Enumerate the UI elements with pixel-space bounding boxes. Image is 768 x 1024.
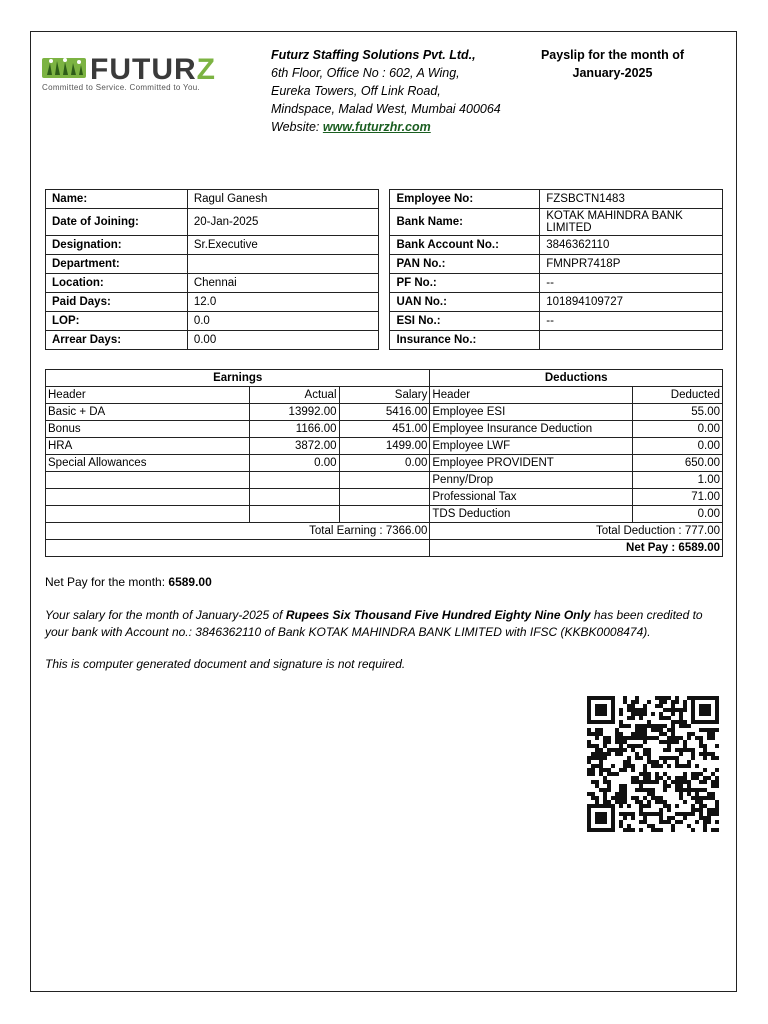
- employee-info-table: [45, 189, 723, 350]
- earning-header: [46, 472, 250, 489]
- deduction-header: Employee ESI: [430, 404, 633, 421]
- deduction-amount: 0.00: [633, 438, 723, 455]
- earning-actual: [249, 506, 339, 523]
- earning-salary: 1499.00: [339, 438, 430, 455]
- info-value: Sr.Executive: [187, 236, 378, 255]
- earning-header: Basic + DA: [46, 404, 250, 421]
- deduction-amount: 650.00: [633, 455, 723, 472]
- earning-salary: 451.00: [339, 421, 430, 438]
- logo-tagline: Committed to Service. Committed to You.: [42, 83, 200, 92]
- info-value: --: [540, 312, 723, 331]
- info-row: [46, 293, 723, 312]
- company-name: Futurz Staffing Solutions Pvt. Ltd.,: [271, 48, 476, 62]
- info-value: KOTAK MAHINDRA BANK LIMITED: [540, 209, 723, 236]
- info-value: 101894109727: [540, 293, 723, 312]
- blank-cell: [46, 540, 430, 557]
- earning-actual: [249, 472, 339, 489]
- earning-header: [46, 506, 250, 523]
- earnings-deductions-section: [45, 369, 723, 557]
- info-label: Paid Days:: [46, 293, 188, 312]
- info-label: Designation:: [46, 236, 188, 255]
- info-label: PAN No.:: [390, 255, 540, 274]
- net-pay-value: 6589.00: [168, 575, 212, 589]
- info-row: [46, 255, 723, 274]
- info-row: [46, 274, 723, 293]
- earning-actual: 1166.00: [249, 421, 339, 438]
- deduction-header: TDS Deduction: [430, 506, 633, 523]
- net-pay-line: Net Pay for the month: 6589.00: [45, 575, 212, 589]
- table-row: [46, 506, 723, 523]
- info-gap: [378, 190, 390, 209]
- website-line: Website: www.futurzhr.com: [271, 120, 431, 134]
- earning-header: [46, 489, 250, 506]
- address-line: 6th Floor, Office No : 602, A Wing,: [271, 66, 460, 80]
- info-gap: [378, 312, 390, 331]
- amount-in-words: Rupees Six Thousand Five Hundred Eighty Nine Only: [285, 608, 591, 622]
- earnings-col-header: Header: [46, 387, 250, 404]
- table-row: [46, 421, 723, 438]
- info-label: Date of Joining:: [46, 209, 188, 236]
- info-row: [46, 190, 723, 209]
- info-gap: [378, 236, 390, 255]
- info-label: Bank Account No.:: [390, 236, 540, 255]
- info-label: PF No.:: [390, 274, 540, 293]
- deductions-col-header: Header: [430, 387, 633, 404]
- total-earning: Total Earning : 7366.00: [46, 523, 430, 540]
- info-label: Arrear Days:: [46, 331, 188, 350]
- earnings-deductions-table: [45, 369, 723, 557]
- earning-actual: [249, 489, 339, 506]
- deduction-amount: 0.00: [633, 421, 723, 438]
- earning-salary: [339, 489, 430, 506]
- deductions-title: Deductions: [430, 370, 723, 387]
- earnings-col-salary: Salary: [339, 387, 430, 404]
- info-label: Department:: [46, 255, 188, 274]
- hands-logo-icon: [42, 55, 86, 81]
- earning-header: Special Allowances: [46, 455, 250, 472]
- info-value: FMNPR7418P: [540, 255, 723, 274]
- address-line: Mindspace, Malad West, Mumbai 400064: [271, 102, 501, 116]
- table-row: [46, 404, 723, 421]
- website-link[interactable]: www.futurzhr.com: [322, 120, 431, 134]
- info-gap: [378, 274, 390, 293]
- info-label: ESI No.:: [390, 312, 540, 331]
- info-label: Bank Name:: [390, 209, 540, 236]
- info-value: --: [540, 274, 723, 293]
- info-label: Employee No:: [390, 190, 540, 209]
- info-row: [46, 236, 723, 255]
- earning-salary: 0.00: [339, 455, 430, 472]
- deduction-header: Employee PROVIDENT: [430, 455, 633, 472]
- earning-header: HRA: [46, 438, 250, 455]
- company-logo: [42, 55, 252, 95]
- table-row: [46, 455, 723, 472]
- computer-generated-note: This is computer generated document and signature is not required.: [45, 657, 406, 671]
- info-gap: [378, 255, 390, 274]
- earning-salary: [339, 472, 430, 489]
- credit-statement: Your salary for the month of January-2025 of Rupees Six Thousand Five Hundred Eighty Nine Only has been credited to your bank with Account no.: 3846362110 of Bank KOTAK MAHINDRA BANK LIMITED with IFSC (KKBK0008474).: [45, 608, 703, 639]
- info-value: 0.0: [187, 312, 378, 331]
- info-value: 20-Jan-2025: [187, 209, 378, 236]
- table-row: [46, 472, 723, 489]
- info-row: [46, 312, 723, 331]
- info-value: Chennai: [187, 274, 378, 293]
- info-gap: [378, 331, 390, 350]
- earning-actual: 13992.00: [249, 404, 339, 421]
- deduction-amount: 71.00: [633, 489, 723, 506]
- info-label: LOP:: [46, 312, 188, 331]
- info-label: Location:: [46, 274, 188, 293]
- info-value: [540, 331, 723, 350]
- info-gap: [378, 293, 390, 312]
- info-value: FZSBCTN1483: [540, 190, 723, 209]
- earnings-col-actual: Actual: [249, 387, 339, 404]
- deduction-header: Employee LWF: [430, 438, 633, 455]
- earning-salary: [339, 506, 430, 523]
- info-label: Name:: [46, 190, 188, 209]
- info-value: Ragul Ganesh: [187, 190, 378, 209]
- info-label: Insurance No.:: [390, 331, 540, 350]
- deduction-header: Employee Insurance Deduction: [430, 421, 633, 438]
- deduction-amount: 0.00: [633, 506, 723, 523]
- info-value: 12.0: [187, 293, 378, 312]
- table-row: [46, 489, 723, 506]
- net-pay-total: Net Pay : 6589.00: [430, 540, 723, 557]
- info-value: [187, 255, 378, 274]
- deduction-amount: 1.00: [633, 472, 723, 489]
- earning-header: Bonus: [46, 421, 250, 438]
- earning-actual: 3872.00: [249, 438, 339, 455]
- total-deduction: Total Deduction : 777.00: [430, 523, 723, 540]
- earning-actual: 0.00: [249, 455, 339, 472]
- info-label: UAN No.:: [390, 293, 540, 312]
- earning-salary: 5416.00: [339, 404, 430, 421]
- payslip-title: Payslip for the month of January-2025: [540, 48, 685, 80]
- info-row: [46, 209, 723, 236]
- info-row: [46, 331, 723, 350]
- qr-code-icon: [587, 696, 719, 832]
- company-address-block: [271, 46, 501, 136]
- deduction-header: Professional Tax: [430, 489, 633, 506]
- info-value: 3846362110: [540, 236, 723, 255]
- info-gap: [378, 209, 390, 236]
- employee-info-section: [45, 189, 723, 350]
- deduction-amount: 55.00: [633, 404, 723, 421]
- info-value: 0.00: [187, 331, 378, 350]
- address-line: Eureka Towers, Off Link Road,: [271, 84, 441, 98]
- earnings-title: Earnings: [46, 370, 430, 387]
- deductions-col-deducted: Deducted: [633, 387, 723, 404]
- table-row: [46, 438, 723, 455]
- deduction-header: Penny/Drop: [430, 472, 633, 489]
- logo-wordmark: FUTURZ: [90, 53, 216, 86]
